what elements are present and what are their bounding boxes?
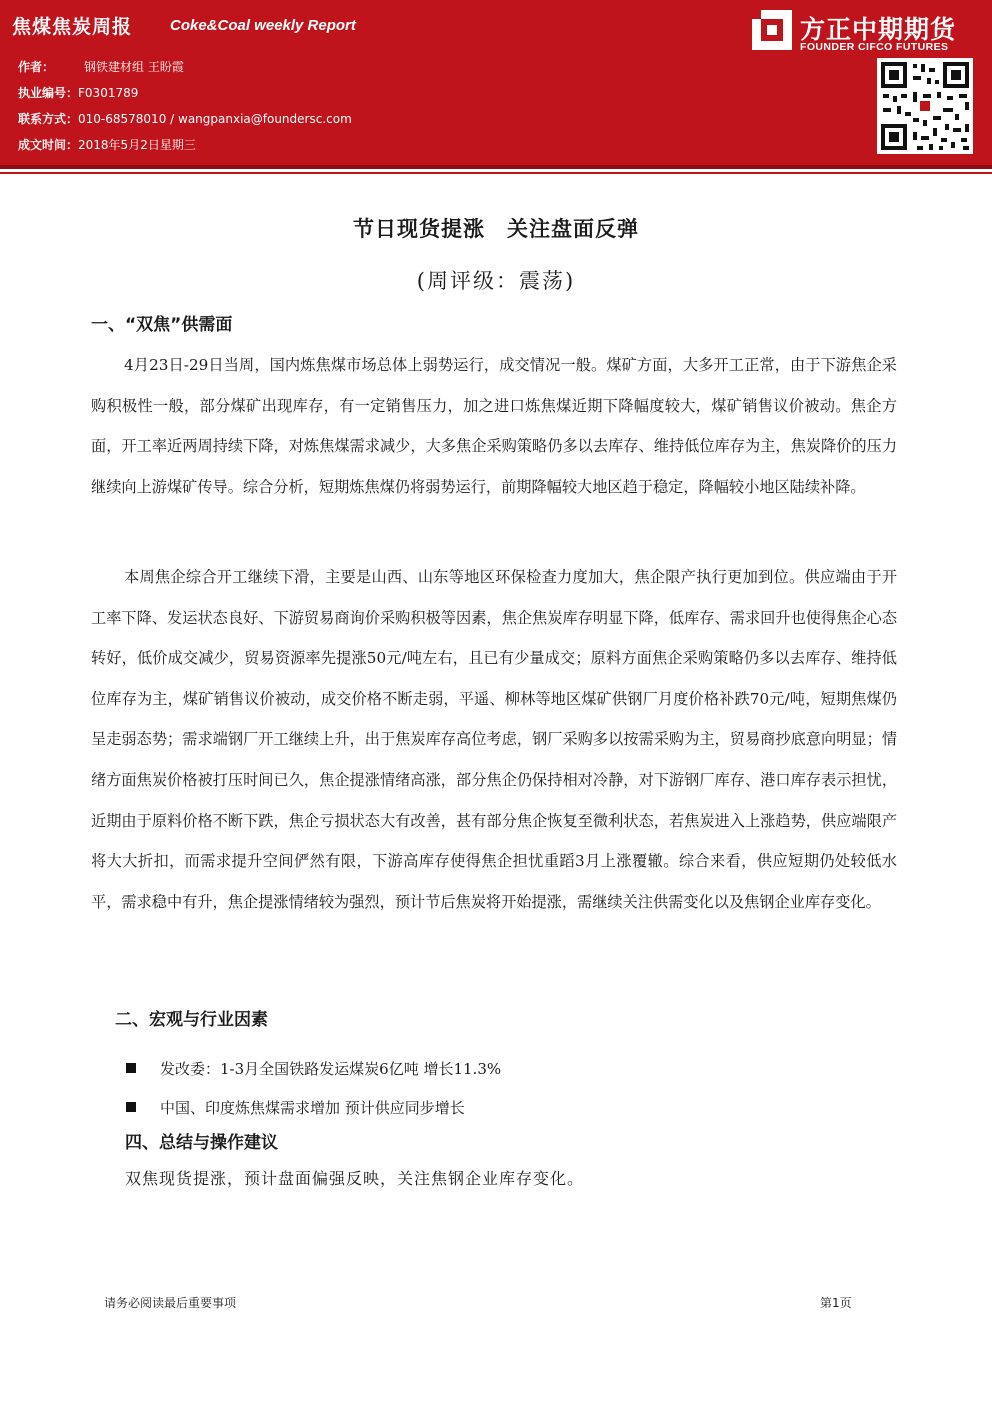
logo-mark-icon	[752, 10, 792, 50]
bullet-text: 中国、印度炼焦煤需求增加 预计供应同步增长	[160, 1099, 465, 1117]
meta-author	[18, 58, 184, 75]
report-title-cn: 焦煤焦炭周报	[12, 16, 133, 38]
bullet-square-icon	[126, 1063, 136, 1073]
footer-notice: 请务必阅读最后重要事项	[104, 1296, 237, 1310]
logo-text-cn: 方正中期期货	[800, 15, 957, 44]
company-logo	[752, 8, 982, 54]
list-item	[126, 1058, 501, 1079]
section1-heading: 一、“双焦”供需面	[91, 315, 233, 335]
logo-text-en: FOUNDER CIFCO FUTURES	[800, 41, 949, 53]
meta-license-label: 执业编号：	[18, 86, 79, 100]
meta-license	[18, 84, 138, 101]
meta-contact-value: 010-68578010 / wangpanxia@foundersc.com	[78, 112, 352, 126]
bullet-square-icon	[126, 1102, 136, 1112]
meta-author-value: 钢铁建材组 王盼霞	[84, 60, 184, 74]
header-divider	[0, 165, 992, 169]
meta-author-label: 作者：	[18, 60, 55, 74]
report-title-en: Coke&Coal weekly Report	[170, 17, 356, 34]
meta-date	[18, 136, 196, 153]
report-header	[0, 0, 992, 165]
meta-date-label: 成文时间：	[18, 138, 79, 152]
section2-heading: 二、宏观与行业因素	[115, 1010, 268, 1030]
meta-contact-label: 联系方式：	[18, 112, 79, 126]
weekly-rating: (周评级：震荡)	[416, 269, 576, 293]
section1-paragraph-1: 4月23日-29日当周，国内炼焦煤市场总体上弱势运行，成交情况一般。煤矿方面，大多开工正常，由于下游焦企采购积极性一般，部分煤矿出现库存，有一定销售压力，加之进口炼焦煤近期下降幅度较大，煤矿销售议价被动。焦企方面，开工率近两周持续下降，对炼焦煤需求减少，大多焦企采购策略仍多以去库存、维持低位库存为主，焦炭降价的压力继续向上游煤矿传导。综合分析，短期炼焦煤仍将弱势运行，前期降幅较大地区趋于稳定，降幅较小地区陆续补降。	[91, 356, 897, 496]
meta-license-value: F0301789	[78, 86, 139, 100]
summary-text: 双焦现货提涨，预计盘面偏强反映，关注焦钢企业库存变化。	[125, 1169, 585, 1188]
list-item	[126, 1097, 465, 1118]
header-divider-thin	[0, 172, 992, 174]
bullet-text: 发改委：1-3月全国铁路发运煤炭6亿吨 增长11.3%	[160, 1060, 502, 1078]
qr-code-icon	[877, 58, 973, 154]
meta-date-value: 2018年5月2日星期三	[78, 138, 196, 152]
section1-paragraph-2: 本周焦企综合开工继续下滑，主要是山西、山东等地区环保检查力度加大，焦企限产执行更加到位。供应端由于开工率下降、发运状态良好、下游贸易商询价采购积极等因素，焦企焦炭库存明显下降，低库存、需求回升也使得焦企心态转好，低价成交减少，贸易资源率先提涨50元/吨左右，且已有少量成交；原料方面焦企采购策略仍多以去库存、维持低位库存为主，煤矿销售议价被动，成交价格不断走弱，平遥、柳林等地区煤矿供钢厂月度价格补跌70元/吨，短期焦煤仍呈走弱态势；需求端钢厂开工继续上升，出于焦炭库存高位考虑，钢厂采购多以按需采购为主，贸易商抄底意向明显；情绪方面焦炭价格被打压时间已久，焦企提涨情绪高涨，部分焦企仍保持相对冷静，对下游钢厂库存、港口库存表示担忧，近期由于原料价格不断下跌，焦企亏损状态大有改善，甚有部分焦企恢复至微利状态，若焦炭进入上涨趋势，供应端限产将大大折扣，而需求提升空间俨然有限，下游高库存使得焦企担忧重蹈3月上涨覆辙。综合来看，供应短期仍处较低水平，需求稳中有升，焦企提涨情绪较为强烈，预计节后焦炭将开始提涨，需继续关注供需变化以及焦钢企业库存变化。	[91, 568, 897, 911]
section4-heading: 四、总结与操作建议	[125, 1133, 278, 1153]
page-title: 节日现货提涨 关注盘面反弹	[353, 217, 639, 241]
meta-contact	[18, 110, 352, 127]
page-number: 第1页	[820, 1296, 852, 1310]
